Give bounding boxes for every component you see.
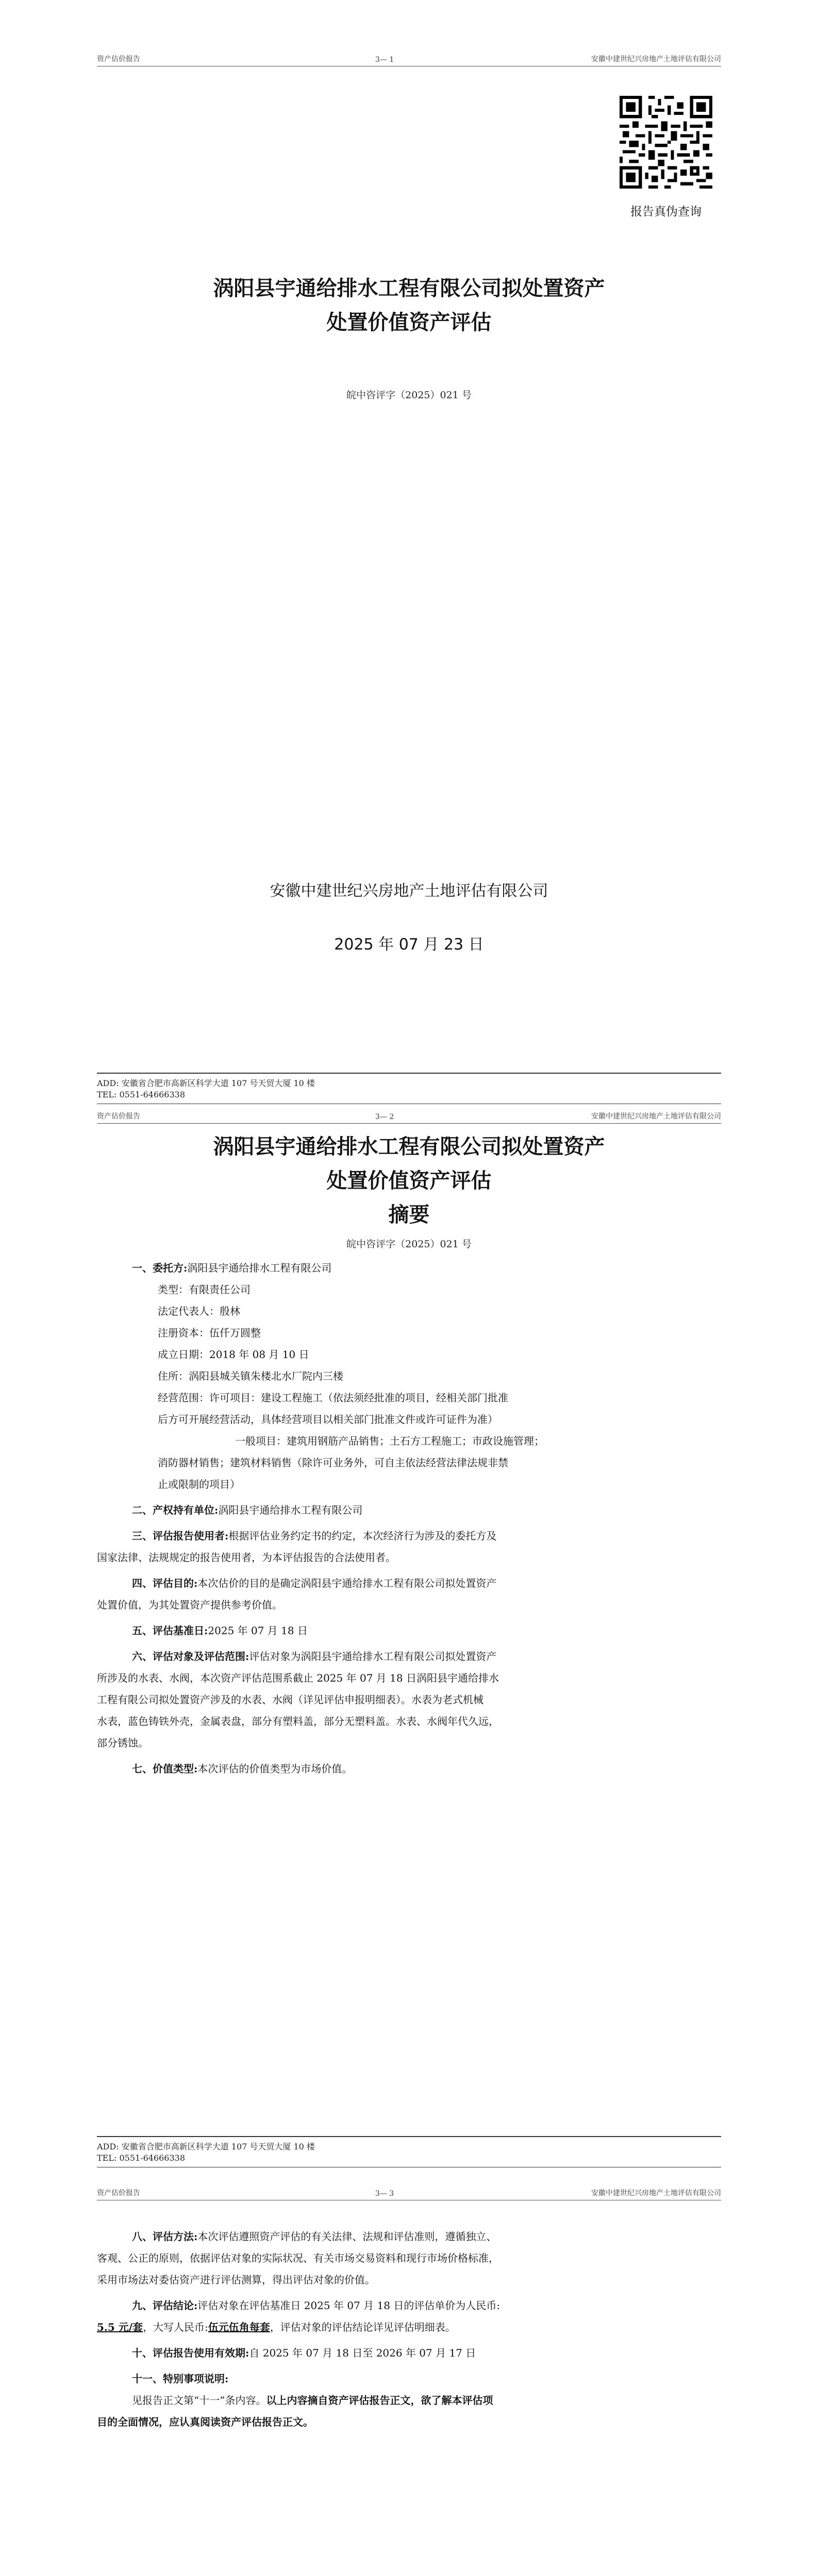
section-5	[97, 1620, 721, 1641]
unit-price: 5.5 元/套	[97, 2321, 143, 2333]
summary-title-line1: 涡阳县宇通给排水工程有限公司拟处置资产	[213, 1135, 605, 1159]
section-7	[97, 1758, 721, 1780]
cover-title-line1: 涡阳县宇通给排水工程有限公司拟处置资产	[213, 277, 605, 300]
footer-address: ADD: 安徽省合肥市高新区科学大道 107 号天贸大厦 10 楼	[97, 2142, 315, 2151]
client-address: 住所：涡阳县城关镇朱楼北水厂院内三楼	[158, 1370, 343, 1382]
section-6-text-c: 工程有限公司拟处置资产涉及的水表、水阀（详见评估申报明细表）。水表为老式机械	[97, 1693, 483, 1706]
section-6	[97, 1646, 721, 1667]
section-4	[97, 1572, 721, 1594]
header-page-number: 3— 1	[375, 56, 394, 64]
conclusion-page	[0, 2174, 818, 2576]
cover-page	[0, 0, 818, 1097]
qr-code-icon[interactable]	[620, 96, 712, 189]
header-left: 资产估价报告	[97, 2189, 140, 2197]
section-2-value: 涡阳县宇通给排水工程有限公司	[218, 1504, 363, 1516]
section-5-label: 五、评估基准日:	[132, 1624, 208, 1637]
section-8	[97, 2226, 721, 2247]
section-11-notice-a: 以上内容摘自资产评估报告正文，欲了解本评估项	[266, 2394, 493, 2406]
section-7-value: 本次评估的价值类型为市场价值。	[197, 1762, 353, 1775]
section-10-value: 自 2025 年 07 月 18 日至 2026 年 07 月 17 日	[249, 2347, 476, 2359]
client-capital: 注册资本：伍仟万圆整	[158, 1327, 261, 1339]
header-right: 安徽中建世纪兴房地产土地评估有限公司	[591, 55, 721, 63]
cover-doc-number: 皖中咨评字（2025）021 号	[346, 389, 472, 401]
section-11-label: 十一、特别事项说明:	[132, 2372, 229, 2385]
header-left: 资产估价报告	[97, 1112, 140, 1121]
section-11	[97, 2368, 721, 2389]
section-7-label: 七、价值类型:	[132, 1762, 198, 1775]
section-2-label: 二、产权持有单位:	[132, 1504, 219, 1516]
section-4-label: 四、评估目的:	[132, 1577, 198, 1589]
section-6-label: 六、评估对象及评估范围:	[132, 1650, 249, 1663]
header-right: 安徽中建世纪兴房地产土地评估有限公司	[591, 1112, 721, 1121]
page-footer	[97, 1073, 721, 1100]
header-page-number: 3— 3	[375, 2190, 394, 2198]
section-9	[97, 2295, 721, 2316]
section-8-text-b: 客观、公正的原则，依据评估对象的实际状况、有关市场交易资料和现行市场价格标准，	[97, 2252, 499, 2264]
cover-title-line2: 处置价值资产评估	[326, 311, 492, 334]
client-scope-line1: 经营范围：许可项目：建设工程施工（依法须经批准的项目，经相关部门批准	[158, 1392, 508, 1404]
section-4-text-a: 本次估价的目的是确定涡阳县宇通给排水工程有限公司拟处置资产	[197, 1577, 497, 1589]
summary-body	[97, 1257, 721, 1780]
header-right: 安徽中建世纪兴房地产土地评估有限公司	[591, 2189, 721, 2197]
client-legal-rep: 法定代表人：殷林	[158, 1305, 240, 1317]
section-11-ref: 见报告正文第“十一”条内容。	[132, 2394, 266, 2406]
qr-caption: 报告真伪查询	[630, 205, 702, 218]
section-1-value: 涡阳县宇通给排水工程有限公司	[187, 1262, 332, 1274]
running-header	[97, 1109, 721, 1124]
section-10	[97, 2342, 721, 2364]
section-9-text-a: 评估对象在评估基准日 2025 年 07 月 18 日的评估单价为人民币:	[197, 2299, 500, 2312]
client-type: 类型：有限责任公司	[158, 1283, 251, 1296]
summary-doc-number: 皖中咨评字（2025）021 号	[346, 1239, 472, 1250]
footer-tel: TEL: 0551-64666338	[97, 1090, 186, 1099]
section-5-value: 2025 年 07 月 18 日	[208, 1624, 308, 1637]
section-9-text-b	[97, 2316, 721, 2338]
section-9-tail: ，评估对象的评估结论详见评估明细表。	[270, 2321, 456, 2333]
section-6-text-d: 水表，蓝色铸铁外壳，金属表盘，部分有塑料盖，部分无塑料盖。水表、水阀年代久远，	[97, 1715, 499, 1727]
conclusion-body	[97, 2226, 721, 2433]
section-6-text-b: 所涉及的水表、水阀，本次资产评估范围系截止 2025 年 07 月 18 日涡阳县宇通给排水	[97, 1672, 499, 1684]
section-9-label: 九、评估结论:	[132, 2299, 198, 2312]
section-6-text-e: 部分锈蚀。	[97, 1737, 148, 1749]
section-3-text-b: 国家法律、法规规定的报告使用者，为本评估报告的合法使用者。	[97, 1551, 396, 1564]
section-8-text-a: 本次评估遵照资产评估的有关法律、法规和评估准则，遵循独立、	[197, 2230, 497, 2243]
summary-title-line2: 处置价值资产评估	[326, 1169, 492, 1193]
page-footer	[97, 2136, 721, 2164]
client-scope-line2: 后方可开展经营活动，具体经营项目以相关部门批准文件或许可证件为准）	[158, 1413, 498, 1426]
running-header	[97, 52, 721, 66]
section-8-label: 八、评估方法:	[132, 2230, 198, 2243]
section-11-notice-b: 目的全面情况，应认真阅读资产评估报告正文。	[97, 2416, 313, 2428]
section-11-text-a	[97, 2389, 721, 2411]
section-3	[97, 1525, 721, 1547]
client-scope-line3: 一般项目：建筑用钢筋产品销售；土石方工程施工；市政设施管理；	[235, 1435, 544, 1447]
client-established: 成立日期：2018 年 08 月 10 日	[158, 1348, 309, 1361]
header-page-number: 3— 2	[375, 1113, 394, 1121]
section-10-label: 十、评估报告使用有效期:	[132, 2347, 249, 2359]
section-3-text-a: 根据评估业务约定书的约定，本次经济行为涉及的委托方及	[228, 1530, 497, 1542]
footer-tel: TEL: 0551-64666338	[97, 2153, 186, 2163]
client-scope-line4: 消防器材销售；建筑材料销售（除许可业务外，可自主依法经营法律法规非禁	[158, 1456, 508, 1469]
client-scope-line5: 止或限制的项目）	[158, 1478, 240, 1490]
summary-page	[0, 1097, 818, 2174]
summary-title-line3: 摘要	[388, 1203, 430, 1227]
section-8-text-c: 采用市场法对委估资产进行评估测算，得出评估对象的价值。	[97, 2274, 375, 2286]
section-9-mid: ，大写人民币:	[143, 2321, 208, 2333]
cover-date: 2025 年 07 月 23 日	[334, 936, 484, 954]
section-6-text-a: 评估对象为涡阳县宇通给排水工程有限公司拟处置资产	[249, 1650, 497, 1663]
cover-company-name: 安徽中建世纪兴房地产土地评估有限公司	[270, 882, 548, 900]
section-2	[97, 1499, 721, 1521]
section-3-label: 三、评估报告使用者:	[132, 1530, 229, 1542]
section-1-label: 一、委托方:	[132, 1262, 188, 1274]
section-1	[97, 1257, 721, 1279]
header-left: 资产估价报告	[97, 55, 140, 63]
running-header	[97, 2185, 721, 2200]
footer-address: ADD: 安徽省合肥市高新区科学大道 107 号天贸大厦 10 楼	[97, 1078, 315, 1088]
section-4-text-b: 处置价值，为其处置资产提供参考价值。	[97, 1599, 282, 1611]
unit-price-uppercase: 伍元伍角每套	[208, 2321, 270, 2333]
